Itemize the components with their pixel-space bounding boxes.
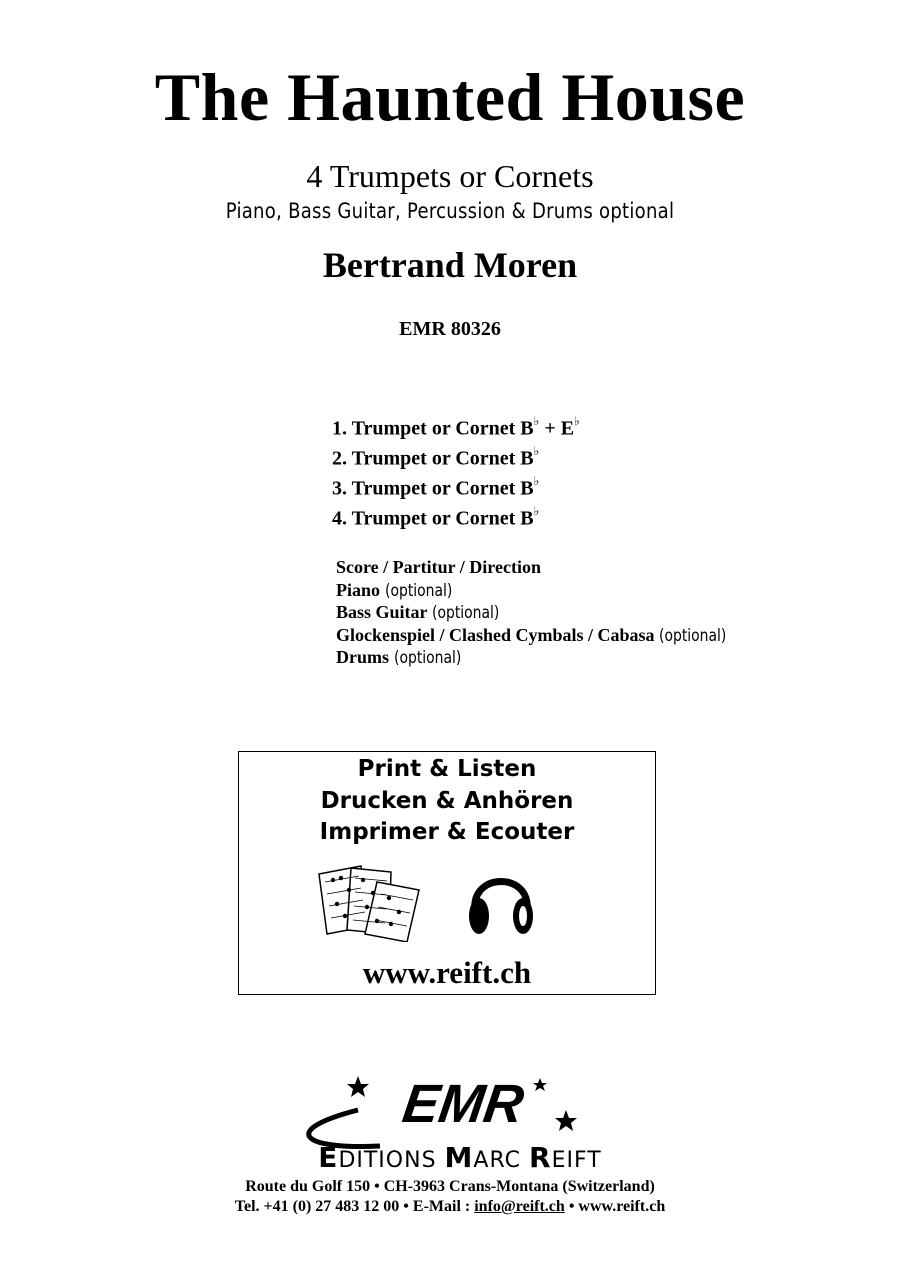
promo-line-fr: Imprimer & Ecouter <box>319 819 575 845</box>
extra-name: Drums <box>336 647 389 667</box>
publisher-address: Route du Golf 150 • CH-3963 Crans-Montana (Switzerland) <box>245 1178 655 1195</box>
subtitle: 4 Trumpets or Cornets <box>306 158 594 194</box>
part-item <box>332 468 580 498</box>
flat-sign: ♭ <box>533 444 540 458</box>
logo-emr-text: EMR <box>399 1074 528 1134</box>
extra-item <box>336 556 741 579</box>
flat-sign: ♭ <box>533 414 540 428</box>
extra-item <box>336 601 741 624</box>
parts-list <box>332 408 580 528</box>
website-link[interactable]: www.reift.ch <box>362 955 532 990</box>
website-text: • www.reift.ch <box>564 1198 666 1215</box>
promo-line-de: Drucken & Anhören <box>320 788 574 814</box>
publisher-contact <box>0 1198 900 1216</box>
star-icon <box>347 1076 369 1097</box>
extra-name: Bass Guitar <box>336 602 428 622</box>
star-icon <box>533 1078 547 1091</box>
print-listen-box <box>238 751 656 995</box>
extra-item <box>336 646 741 669</box>
extra-note: (optional) <box>384 580 452 601</box>
part-label: + E <box>539 417 575 440</box>
flat-sign: ♭ <box>533 504 540 518</box>
star-icon <box>555 1110 577 1131</box>
part-item <box>332 498 580 528</box>
page-title: The Haunted House <box>154 59 746 135</box>
sheet-music-icon <box>311 860 423 942</box>
flat-sign: ♭ <box>533 474 540 488</box>
publisher-name: EDITIONS MARC REIFT <box>318 1141 602 1174</box>
extra-note: (optional) <box>432 603 500 623</box>
composer-name: Bertrand Moren <box>322 245 578 285</box>
flat-sign: ♭ <box>574 414 580 428</box>
extra-item <box>336 624 741 647</box>
extras-list <box>336 556 741 669</box>
part-item <box>332 408 580 438</box>
extra-note: (optional) <box>659 625 727 646</box>
part-label: 4. Trumpet or Cornet B <box>332 507 534 530</box>
phone-number: Tel. +41 (0) 27 483 12 00 • E-Mail : <box>234 1198 475 1215</box>
extra-name: Score / Partitur / Direction <box>336 557 541 577</box>
emr-logo <box>230 1070 690 1175</box>
headphones-icon <box>465 860 537 942</box>
extra-name: Glockenspiel / Clashed Cymbals / Cabasa <box>336 624 655 645</box>
email-link[interactable]: info@reift.ch <box>474 1198 565 1215</box>
optional-instruments: Piano, Bass Guitar, Percussion & Drums optional <box>225 199 675 223</box>
extra-name: Piano <box>336 579 381 600</box>
extra-note: (optional) <box>393 648 461 668</box>
part-label: 1. Trumpet or Cornet B <box>332 417 534 440</box>
part-label: 2. Trumpet or Cornet B <box>332 447 534 470</box>
part-item <box>332 438 580 468</box>
part-label: 3. Trumpet or Cornet B <box>332 477 534 500</box>
catalog-number: EMR 80326 <box>399 318 501 340</box>
promo-line-en: Print & Listen <box>357 756 537 782</box>
extra-item <box>336 579 741 602</box>
